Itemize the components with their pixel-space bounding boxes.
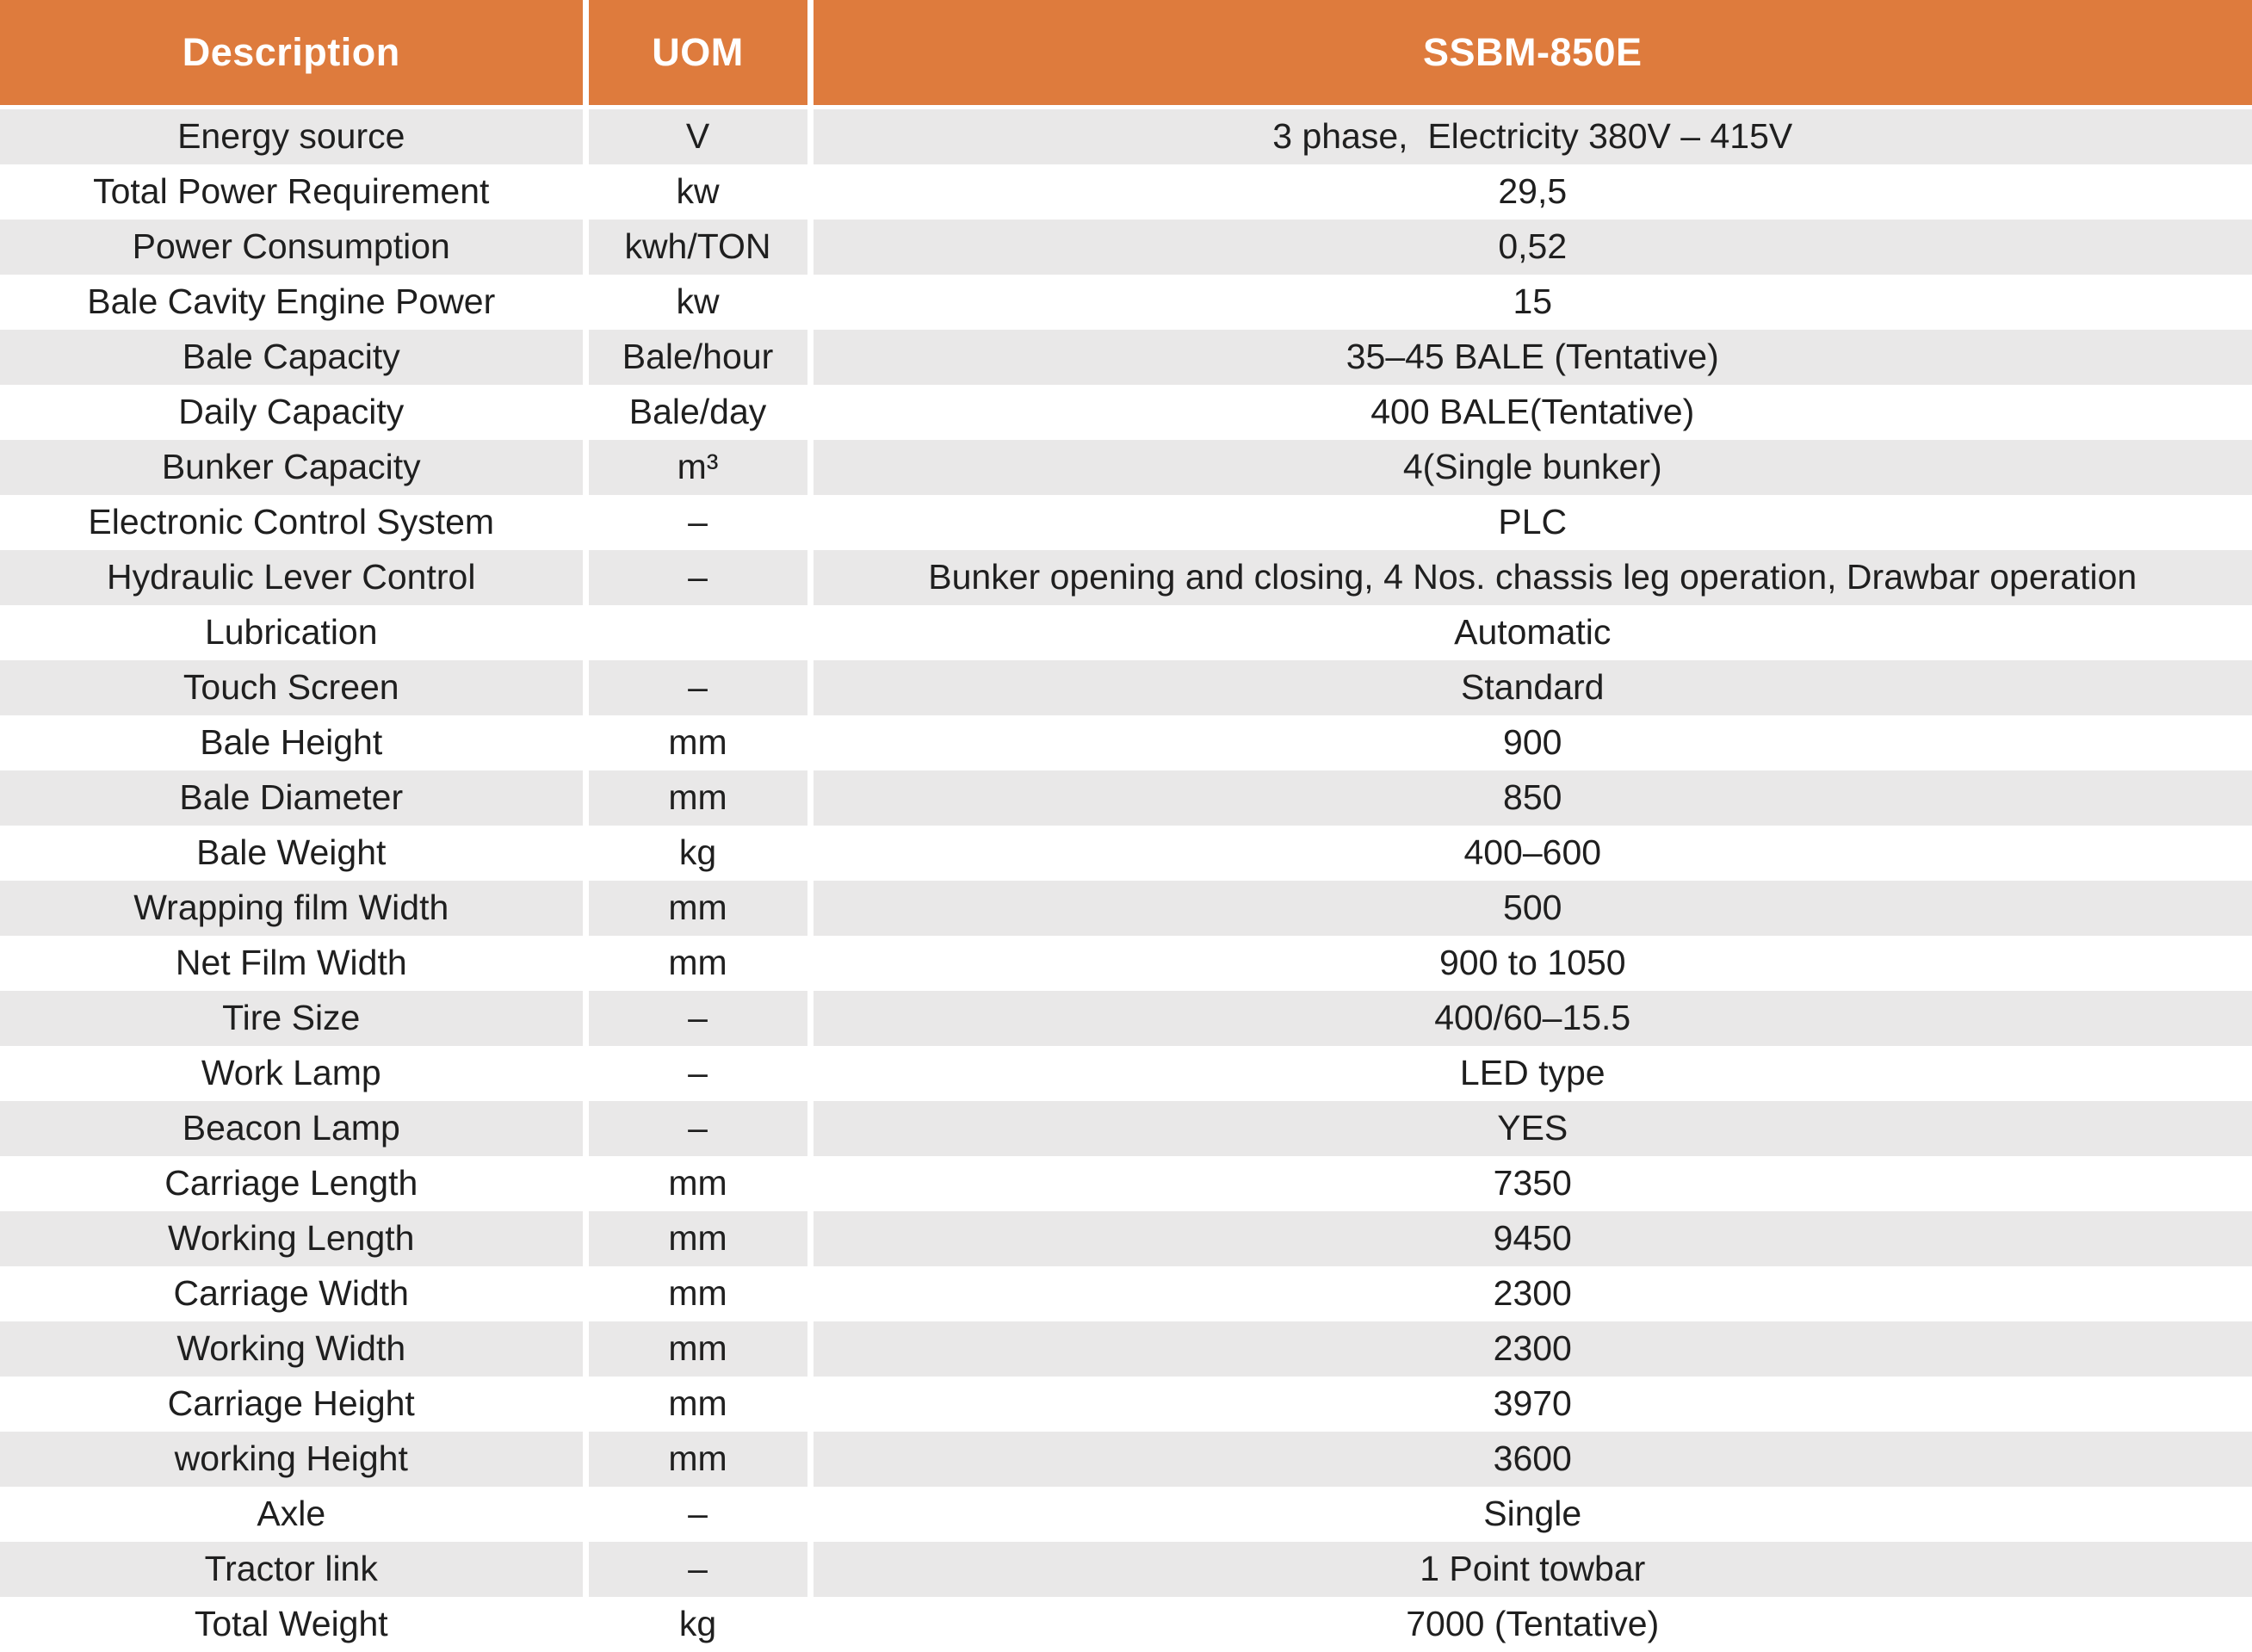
uom-cell: kg [585,1597,810,1652]
value-cell: 15 [810,275,2252,330]
uom-cell: mm [585,715,810,770]
table-row [0,1542,2252,1597]
description-cell: Carriage Width [0,1266,585,1321]
uom-cell: mm [585,1156,810,1211]
value-cell: Bunker opening and closing, 4 Nos. chassis leg operation, Drawbar operation [810,550,2252,605]
table-row [0,495,2252,550]
column-header-model: SSBM-850E [810,0,2252,108]
table-row [0,1321,2252,1377]
uom-cell: mm [585,1211,810,1266]
table-row [0,330,2252,385]
value-cell: 4(Single bunker) [810,440,2252,495]
value-cell: 500 [810,881,2252,936]
table-row [0,440,2252,495]
description-cell: Tractor link [0,1542,585,1597]
value-cell: Standard [810,660,2252,715]
value-cell: 29,5 [810,164,2252,220]
description-cell: Work Lamp [0,1046,585,1101]
table-row [0,660,2252,715]
description-cell: Working Width [0,1321,585,1377]
value-cell: 400–600 [810,826,2252,881]
description-cell: Wrapping film Width [0,881,585,936]
value-cell: Automatic [810,605,2252,660]
uom-cell: kw [585,164,810,220]
table-row [0,1266,2252,1321]
value-cell: 400/60–15.5 [810,991,2252,1046]
description-cell: Bale Diameter [0,770,585,826]
uom-cell: – [585,1101,810,1156]
uom-cell: mm [585,936,810,991]
uom-cell: Bale/hour [585,330,810,385]
uom-cell: – [585,1046,810,1101]
header-row [0,0,2252,108]
uom-cell: – [585,495,810,550]
table-row [0,275,2252,330]
table-row [0,715,2252,770]
uom-cell: – [585,550,810,605]
value-cell: 7000 (Tentative) [810,1597,2252,1652]
uom-cell: – [585,1542,810,1597]
description-cell: Bale Height [0,715,585,770]
table-row [0,605,2252,660]
description-cell: Total Weight [0,1597,585,1652]
table-row [0,1487,2252,1542]
value-cell: PLC [810,495,2252,550]
uom-cell: V [585,108,810,165]
value-cell: 2300 [810,1266,2252,1321]
table-row [0,826,2252,881]
description-cell: Bale Cavity Engine Power [0,275,585,330]
table-row [0,936,2252,991]
table-body [0,108,2252,1652]
table-row [0,220,2252,275]
table-row [0,991,2252,1046]
description-cell: Net Film Width [0,936,585,991]
description-cell: Axle [0,1487,585,1542]
table-row [0,1211,2252,1266]
description-cell: Electronic Control System [0,495,585,550]
value-cell: 400 BALE(Tentative) [810,385,2252,440]
uom-cell: mm [585,1266,810,1321]
table-row [0,385,2252,440]
value-cell: 35–45 BALE (Tentative) [810,330,2252,385]
description-cell: Carriage Length [0,1156,585,1211]
table-row [0,164,2252,220]
description-cell: Touch Screen [0,660,585,715]
uom-cell [585,605,810,660]
uom-cell: mm [585,770,810,826]
value-cell: YES [810,1101,2252,1156]
value-cell: LED type [810,1046,2252,1101]
table-row [0,1101,2252,1156]
table-row [0,881,2252,936]
value-cell: 7350 [810,1156,2252,1211]
description-cell: Tire Size [0,991,585,1046]
table-row [0,550,2252,605]
description-cell: Bunker Capacity [0,440,585,495]
table-header [0,0,2252,108]
table-row [0,1432,2252,1487]
column-header-description: Description [0,0,585,108]
value-cell: 3 phase, Electricity 380V – 415V [810,108,2252,165]
uom-cell: m³ [585,440,810,495]
uom-cell: mm [585,881,810,936]
column-header-uom: UOM [585,0,810,108]
description-cell: working Height [0,1432,585,1487]
description-cell: Bale Weight [0,826,585,881]
description-cell: Power Consumption [0,220,585,275]
value-cell: 9450 [810,1211,2252,1266]
description-cell: Bale Capacity [0,330,585,385]
table-row [0,1377,2252,1432]
description-cell: Working Length [0,1211,585,1266]
uom-cell: kwh/TON [585,220,810,275]
value-cell: 850 [810,770,2252,826]
table-row [0,1046,2252,1101]
uom-cell: – [585,1487,810,1542]
description-cell: Total Power Requirement [0,164,585,220]
value-cell: 0,52 [810,220,2252,275]
uom-cell: – [585,991,810,1046]
table-row [0,1156,2252,1211]
table-row [0,1597,2252,1652]
description-cell: Hydraulic Lever Control [0,550,585,605]
description-cell: Beacon Lamp [0,1101,585,1156]
value-cell: 3970 [810,1377,2252,1432]
uom-cell: kw [585,275,810,330]
value-cell: 900 [810,715,2252,770]
uom-cell: – [585,660,810,715]
uom-cell: mm [585,1321,810,1377]
value-cell: 1 Point towbar [810,1542,2252,1597]
description-cell: Lubrication [0,605,585,660]
description-cell: Energy source [0,108,585,165]
description-cell: Daily Capacity [0,385,585,440]
uom-cell: mm [585,1432,810,1487]
description-cell: Carriage Height [0,1377,585,1432]
value-cell: 3600 [810,1432,2252,1487]
uom-cell: mm [585,1377,810,1432]
table-row [0,108,2252,165]
uom-cell: kg [585,826,810,881]
value-cell: 2300 [810,1321,2252,1377]
value-cell: Single [810,1487,2252,1542]
value-cell: 900 to 1050 [810,936,2252,991]
table-row [0,770,2252,826]
uom-cell: Bale/day [585,385,810,440]
